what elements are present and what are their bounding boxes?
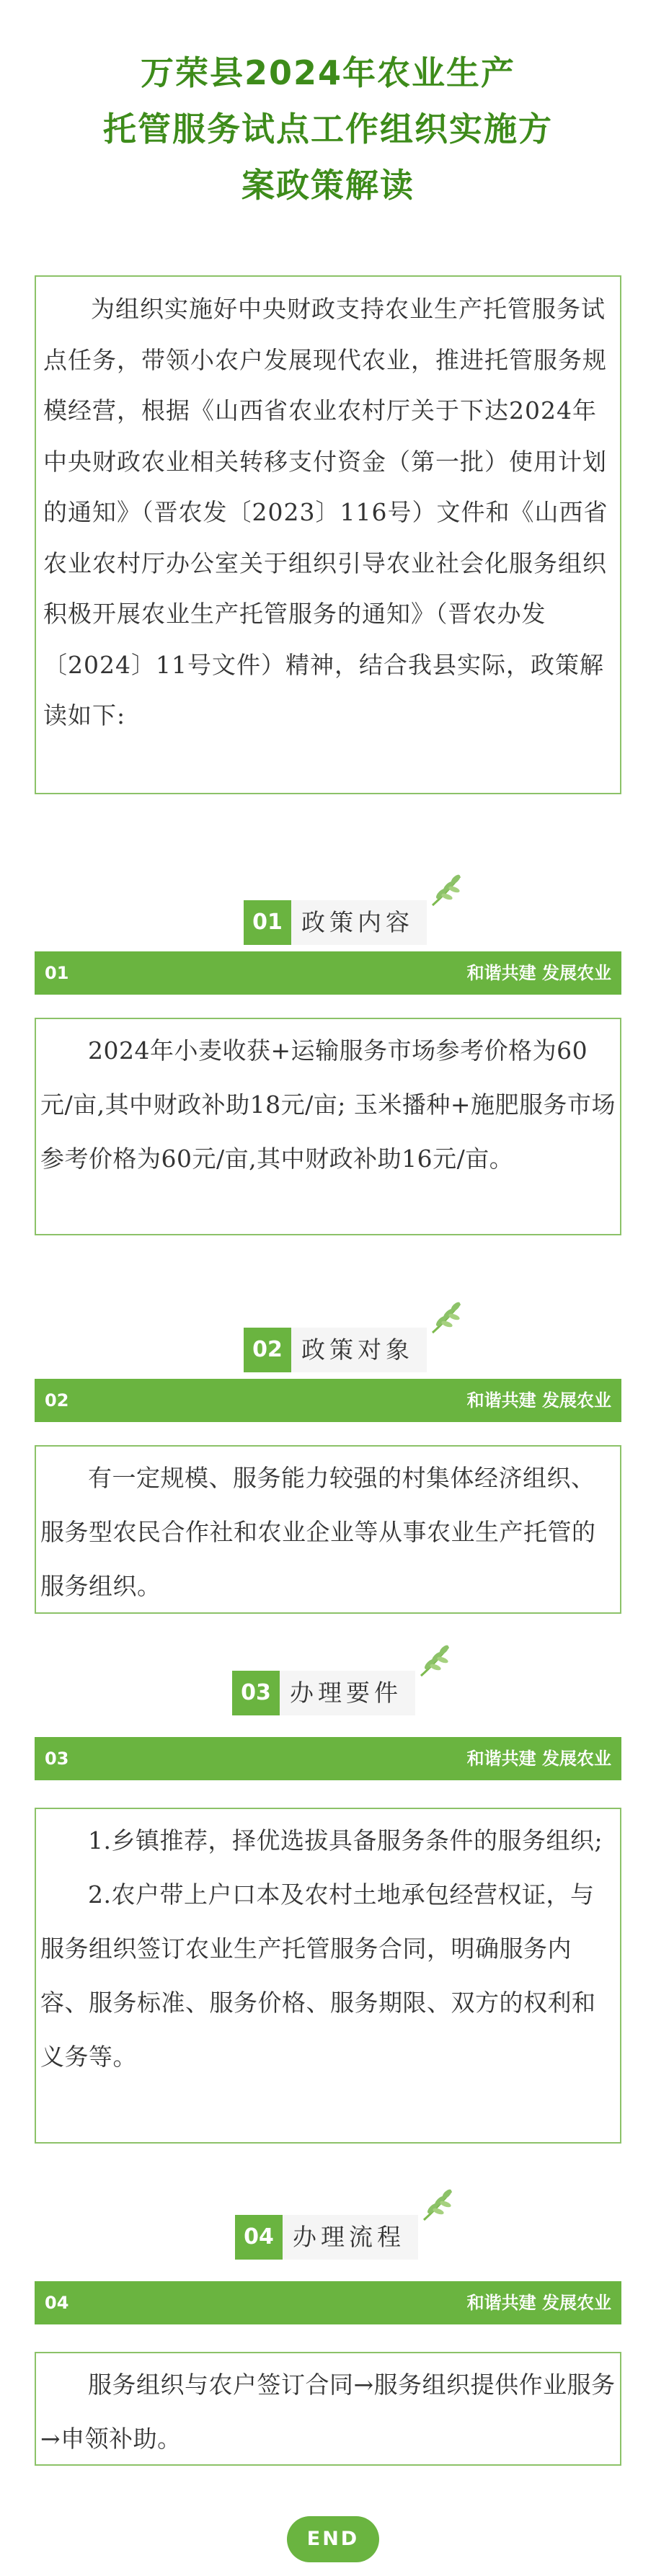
- section-number-badge: 04: [235, 2215, 283, 2260]
- section-paragraph: 有一定规模、服务能力较强的村集体经济组织、服务型农民合作社和农业企业等从事农业生产托管的服务组织。: [40, 1464, 596, 1600]
- section-bar-01: [35, 951, 621, 995]
- leaf-icon: [428, 872, 464, 908]
- section-number-badge: 02: [244, 1328, 291, 1372]
- section-title: 政策对象: [291, 1328, 427, 1372]
- section-content-03: [35, 1808, 621, 2144]
- title-line-1: 万荣县2024年农业生产: [140, 53, 516, 92]
- section-header-04: [0, 2208, 656, 2266]
- leaf-icon: [428, 1300, 464, 1336]
- intro-box: [35, 275, 621, 794]
- bar-number: 01: [45, 963, 69, 983]
- section-number-badge: 03: [232, 1671, 280, 1715]
- leaf-icon: [417, 1643, 453, 1679]
- section-title: 办理流程: [283, 2215, 418, 2260]
- title-line-3: 案政策解读: [241, 166, 415, 205]
- section-title: 政策内容: [291, 900, 427, 945]
- section-content-04: [35, 2352, 621, 2466]
- bar-number: 04: [45, 2293, 69, 2313]
- section-paragraph: 2024年小麦收获+运输服务市场参考价格为60元/亩,其中财政补助18元/亩; 玉米播种+施肥服务市场参考价格为60元/亩,其中财政补助16元/亩。: [40, 1036, 616, 1173]
- section-content-02: [35, 1445, 621, 1614]
- section-header-01: [0, 894, 656, 951]
- section-paragraph: 1.乡镇推荐，择优选拔具备服务条件的服务组织;: [88, 1826, 603, 1855]
- bar-slogan: 和谐共建 发展农业: [466, 1749, 611, 1769]
- section-number-badge: 01: [244, 900, 291, 945]
- intro-text: 为组织实施好中央财政支持农业生产托管服务试点任务，带领小农户发展现代农业，推进托管服务规模经营，根据《山西省农业农村厅关于下达2024年中央财政农业相关转移支付资金（第一批）使用计划的通知》（晋农发〔2023〕116号）文件和《山西省农业农村厅办公室关于组织引导农业社会化服务组织积极开展农业生产托管服务的通知》（晋农办发〔2024〕11号文件）精神，结合我县实际，政策解读如下:: [43, 295, 608, 729]
- leaf-icon: [420, 2187, 456, 2223]
- section-bar-04: [35, 2281, 621, 2324]
- section-paragraph: 服务组织与农户签订合同→服务组织提供作业服务→申领补助。: [40, 2371, 616, 2453]
- bar-slogan: 和谐共建 发展农业: [466, 1390, 611, 1411]
- end-badge: END: [287, 2516, 379, 2562]
- bar-slogan: 和谐共建 发展农业: [466, 963, 611, 983]
- page-title: [0, 45, 656, 213]
- section-header-02: [0, 1321, 656, 1379]
- section-bar-03: [35, 1737, 621, 1780]
- section-bar-02: [35, 1379, 621, 1422]
- bar-number: 02: [45, 1390, 69, 1411]
- section-header-03: [0, 1664, 656, 1722]
- bar-number: 03: [45, 1749, 69, 1769]
- section-content-01: [35, 1018, 621, 1235]
- bar-slogan: 和谐共建 发展农业: [466, 2293, 611, 2313]
- section-paragraph: 2.农户带上户口本及农村土地承包经营权证，与服务组织签订农业生产托管服务合同，明确服务内容、服务标准、服务价格、服务期限、双方的权利和义务等。: [40, 1880, 596, 2071]
- title-line-2: 托管服务试点工作组织实施方: [103, 110, 553, 148]
- section-title: 办理要件: [280, 1671, 415, 1715]
